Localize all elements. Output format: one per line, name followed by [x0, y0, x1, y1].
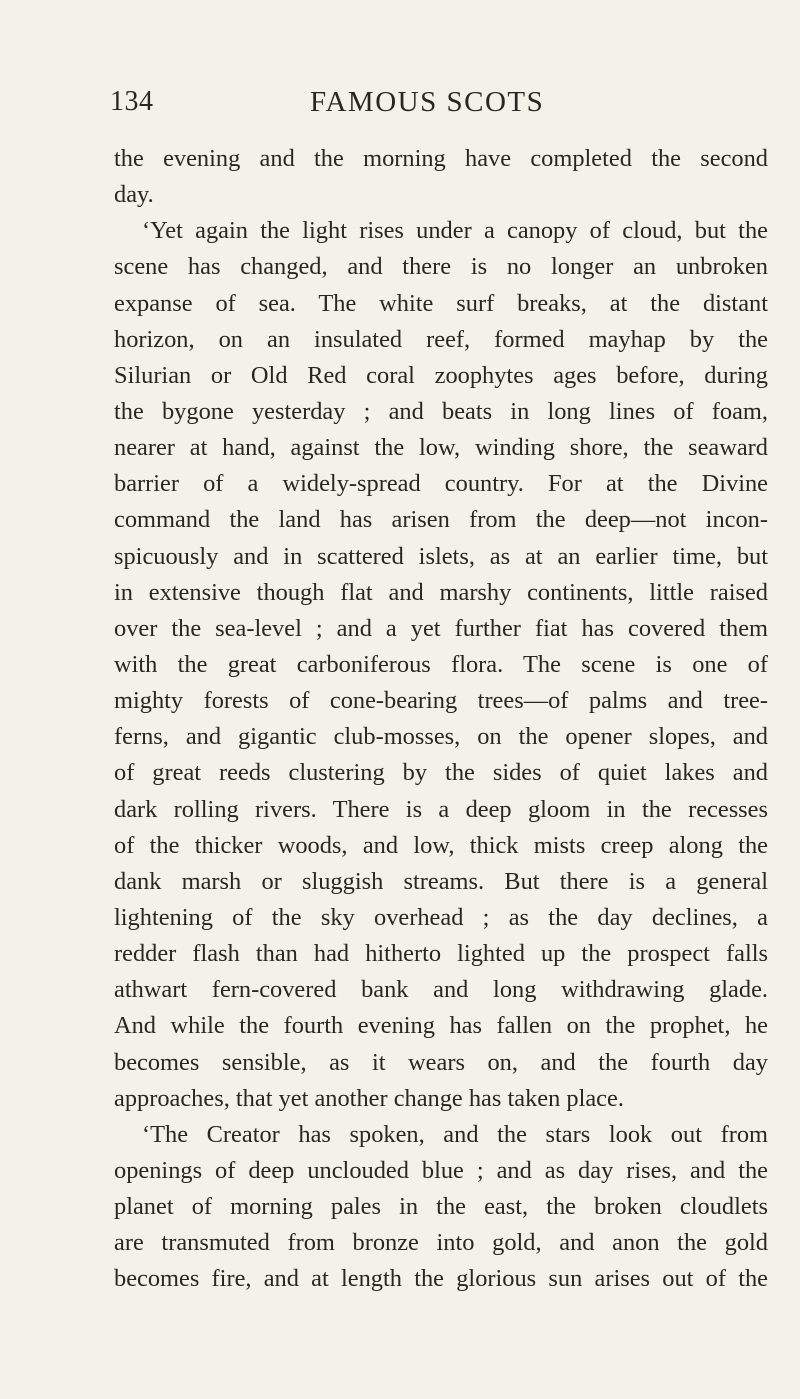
- text-line: command the land has arisen from the deep—not incon-: [114, 506, 768, 534]
- text-line: dark rolling rivers. There is a deep gloom in the recesses: [114, 795, 768, 823]
- text-line: becomes fire, and at length the glorious sun arises out of the: [114, 1265, 768, 1293]
- text-line: ‘The Creator has spoken, and the stars look out from: [142, 1120, 768, 1148]
- text-line: redder flash than had hitherto lighted up the prospect falls: [114, 940, 768, 968]
- text-line: with the great carboniferous flora. The scene is one of: [114, 650, 768, 678]
- text-line: expanse of sea. The white surf breaks, at the distant: [114, 289, 768, 317]
- text-line: day.: [114, 181, 154, 209]
- text-line: ferns, and gigantic club-mosses, on the opener slopes, and: [114, 723, 768, 751]
- text-line: And while the fourth evening has fallen on the prophet, he: [114, 1012, 768, 1040]
- text-line: are transmuted from bronze into gold, and anon the gold: [114, 1229, 768, 1257]
- text-line: nearer at hand, against the low, winding shore, the seaward: [114, 434, 768, 462]
- text-line: becomes sensible, as it wears on, and the fourth day: [114, 1048, 768, 1076]
- text-line: scene has changed, and there is no longer an unbroken: [114, 253, 768, 281]
- text-line: the bygone yesterday ; and beats in long lines of foam,: [114, 397, 768, 425]
- running-head-title: FAMOUS SCOTS: [310, 86, 545, 118]
- text-line: in extensive though flat and marshy continents, little raised: [114, 578, 768, 606]
- text-line: over the sea-level ; and a yet further fiat has covered them: [114, 614, 768, 642]
- running-head: [0, 86, 800, 126]
- page-number: 134: [110, 86, 154, 117]
- text-line: barrier of a widely-spread country. For at the Divine: [114, 470, 768, 498]
- text-line: planet of morning pales in the east, the broken cloudlets: [114, 1193, 768, 1221]
- text-line: of the thicker woods, and low, thick mists creep along the: [114, 831, 768, 859]
- text-line: Silurian or Old Red coral zoophytes ages before, during: [114, 361, 768, 389]
- text-line: dank marsh or sluggish streams. But there is a general: [114, 867, 768, 895]
- text-line: athwart fern-covered bank and long withdrawing glade.: [114, 976, 768, 1004]
- text-line: openings of deep unclouded blue ; and as day rises, and the: [114, 1156, 768, 1184]
- text-line: horizon, on an insulated reef, formed mayhap by the: [114, 325, 768, 353]
- text-line: mighty forests of cone-bearing trees—of palms and tree-: [114, 687, 768, 715]
- body-text: [114, 141, 768, 1298]
- text-line: of great reeds clustering by the sides of quiet lakes and: [114, 759, 768, 787]
- text-line: approaches, that yet another change has taken place.: [114, 1084, 624, 1112]
- text-line: spicuously and in scattered islets, as at an earlier time, but: [114, 542, 768, 570]
- text-line: lightening of the sky overhead ; as the day declines, a: [114, 903, 768, 931]
- text-line: the evening and the morning have completed the second: [114, 145, 768, 172]
- text-line: ‘Yet again the light rises under a canopy of cloud, but the: [142, 217, 768, 245]
